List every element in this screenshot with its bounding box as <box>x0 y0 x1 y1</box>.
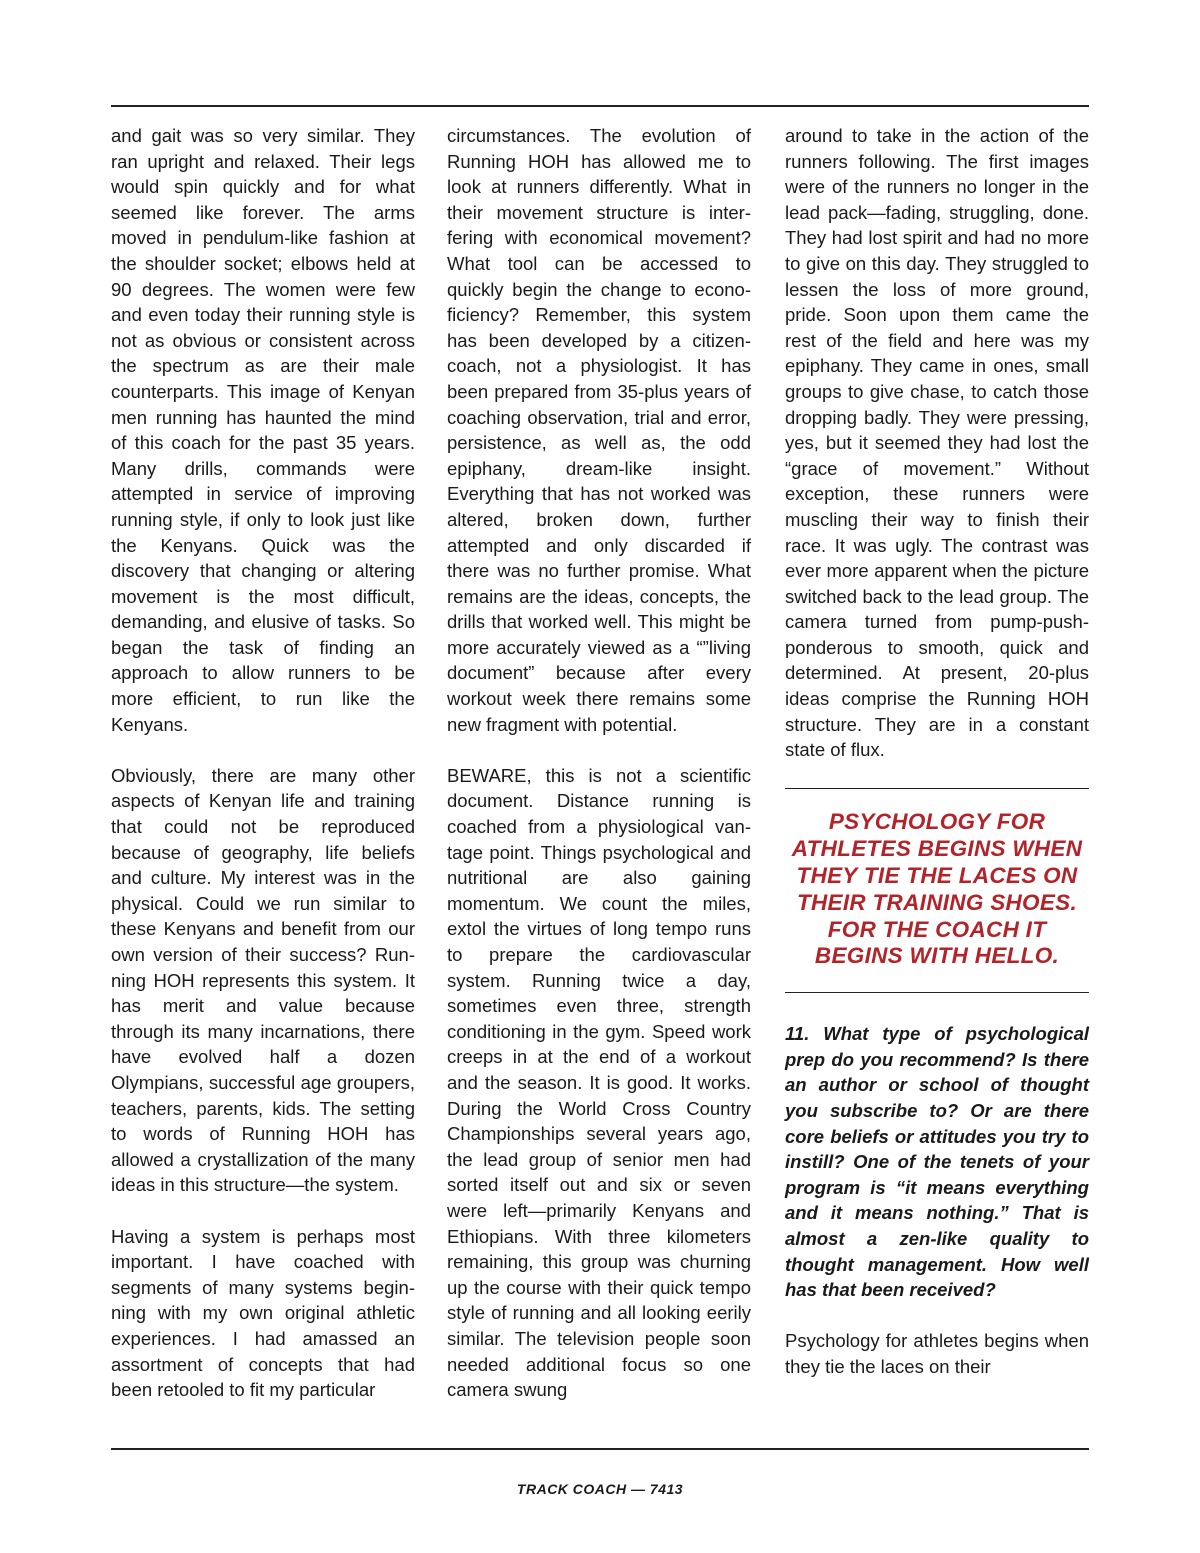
column-1 <box>111 123 415 1403</box>
paragraph: around to take in the action of the runners following. The first images were of the runners no longer in the lead pack—fading, struggling, done. They had lost spirit and had no more to give on this day. They struggled to lessen the loss of more ground, pride. Soon upon them came the rest of the field and here was my epiphany. They came in ones, small groups to give chase, to catch those dropping badly. They were pressing, yes, but it seemed they had lost the “grace of movement.” Without exception, these runners were muscling their way to finish their race. It was ugly. The contrast was ever more apparent when the picture switched back to the lead group. The camera turned from pump-push-ponderous to smooth, quick and determined. At present, 20-plus ideas comprise the Running HOH structure. They are in a constant state of flux. <box>785 125 1089 761</box>
pull-quote-text: PSYCHOLOGY FOR ATHLETES BEGINS WHEN THEY TIE THE LACES ON THEIR TRAINING SHOES. FOR THE COACH IT BEGINS WITH HELLO. <box>791 809 1083 969</box>
bottom-rule <box>111 1448 1089 1450</box>
paragraph: Obviously, there are many other aspects of Kenyan life and training that could not be reproduced because of geography, life beliefs and culture. My interest was in the physical. Could we run similar to these Kenyans and benefit from our own version of their success? Running HOH represents this system. It has merit and value because through its many incarnations, there have evolved half a dozen Olympians, successful age groupers, teachers, parents, kids. The setting to words of Running HOH has allowed a crystallization of the many ideas in this structure—the system. <box>111 764 415 1196</box>
pull-quote <box>785 788 1089 993</box>
paragraph: circumstances. The evolution of Running HOH has allowed me to look at runners differently. What in their movement structure is interfering with economical movement? What tool can be accessed to quickly begin the change to econoficiency? Remember, this system has been developed by a citizen-coach, not a physiologist. It has been prepared from 35-plus years of coaching observation, trial and error, persistence, as well as, the odd epiphany, dream-like insight. Everything that has not worked was altered, broken down, further attempted and only discarded if there was no further promise. What remains are the ideas, concepts, the drills that worked well. This might be more accurately viewed as a “”living document” because after every workout week there remains some new fragment with potential. <box>447 125 751 735</box>
paragraph: BEWARE, this is not a scientific document. Distance running is coached from a physiological vantage point. Things psychological and nutritional are also gaining momentum. We count the miles, extol the virtues of long tempo runs to prepare the cardiovascular system. Running twice a day, sometimes even three, strength conditioning in the gym. Speed work creeps in at the end of a workout and the season. It is good. It works. During the World Cross Country Championships several years ago, the lead group of senior men had sorted itself out and six or seven were left—primarily Kenyans and Ethiopians. With three kilometers remaining, this group was churning up the course with their quick tempo style of running and all looking eerily similar. The television people soon needed additional focus so one camera swung <box>447 764 751 1401</box>
column-2 <box>447 123 751 1403</box>
column-3 <box>785 123 1089 1380</box>
interview-question: 11. What type of psychological prep do you recommend? Is there an author or school of thought you subscribe to? Or are there core beliefs or attitudes you try to instill? One of the tenets of your program is “it means everything and it means nothing.” That is almost a zen-like quality to thought management. How well has that been received? <box>785 1023 1089 1301</box>
page-footer: TRACK COACH — 7413 <box>516 1481 684 1497</box>
paragraph: and gait was so very similar. They ran upright and relaxed. Their legs would spin quickly and for what seemed like forever. The arms moved in pendulum-like fashion at the shoulder socket; elbows held at 90 degrees. The women were few and even today their running style is not as obvious or consistent across the spectrum as are their male counterparts. This image of Kenyan men running has haunted the mind of this coach for the past 35 years. Many drills, commands were attempted in service of improving running style, if only to look just like the Kenyans. Quick was the discovery that changing or altering movement is the most difficult, demanding, and elusive of tasks. So began the task of finding an approach to allow runners to be more efficient, to run like the Kenyans. <box>111 125 415 735</box>
paragraph: Psychology for athletes begins when they tie the laces on their <box>785 1330 1089 1377</box>
paragraph: Having a system is perhaps most important. I have coached with segments of many systems beginning with my own original athletic experiences. I had amassed an assortment of concepts that had been retooled to fit my particular <box>111 1225 415 1401</box>
top-rule <box>111 105 1089 107</box>
